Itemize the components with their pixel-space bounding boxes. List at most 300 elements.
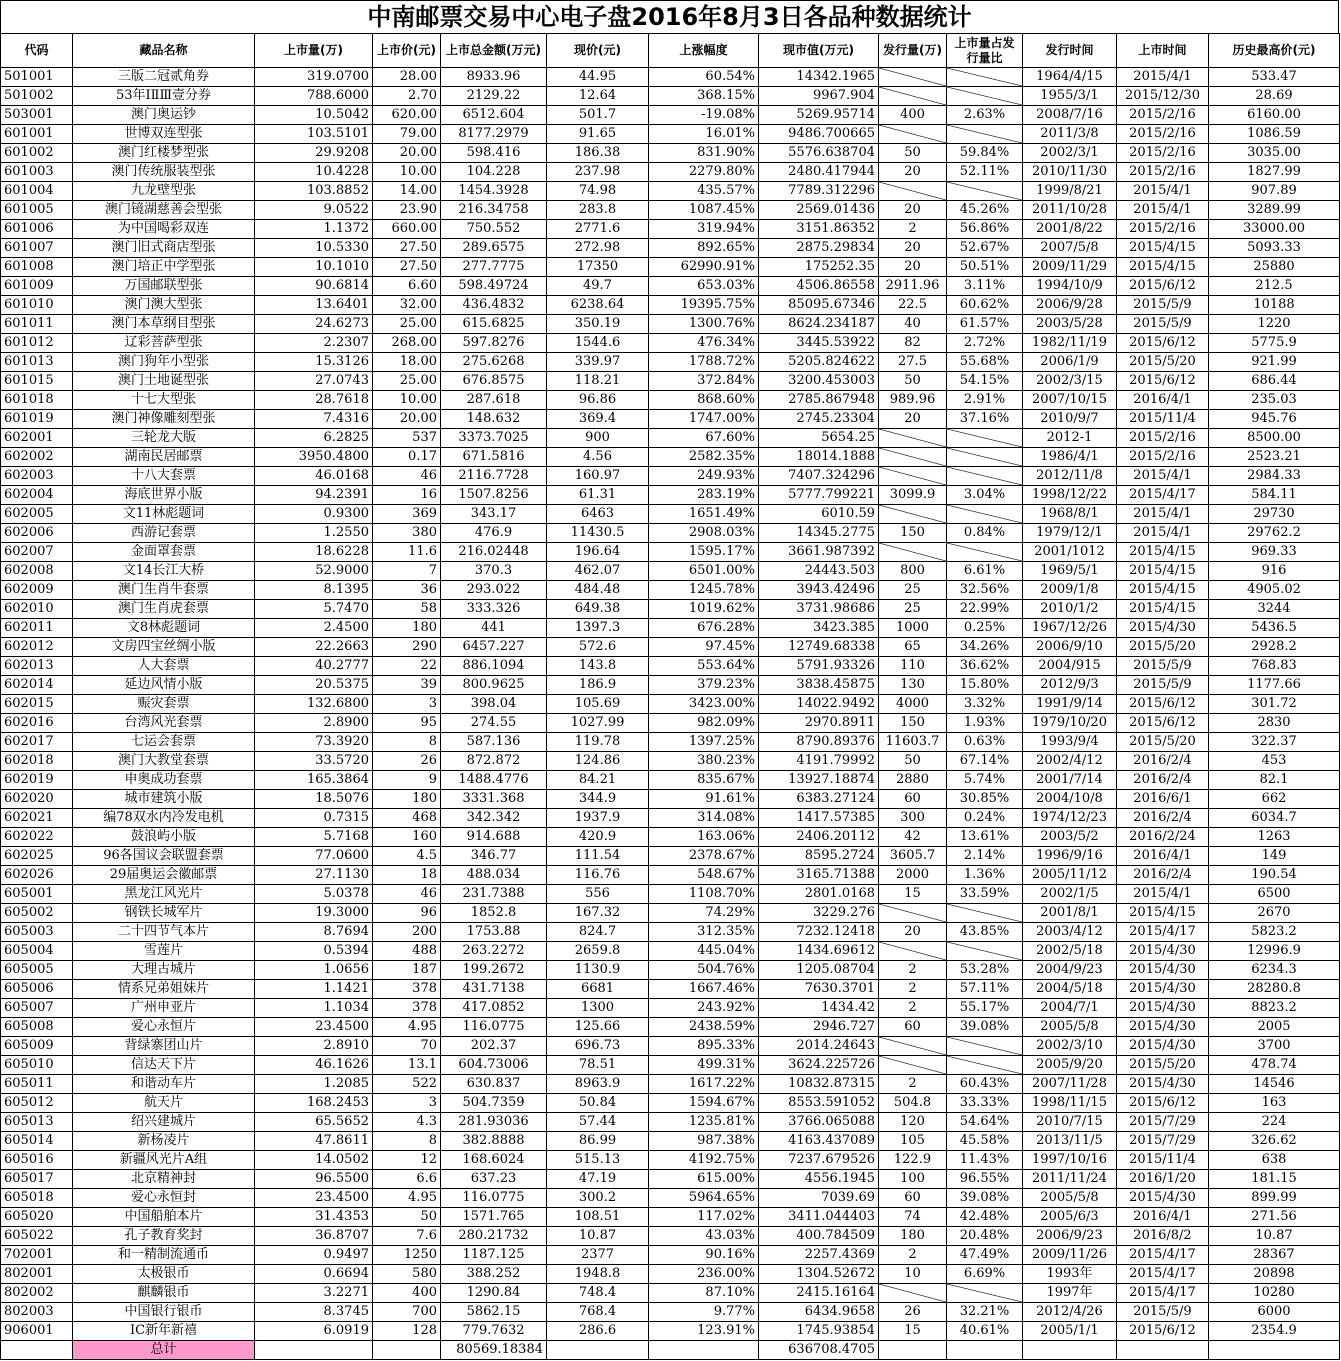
table-cell[interactable]: 2015/4/30 <box>1117 1037 1209 1056</box>
table-cell[interactable]: 20.00 <box>373 144 441 163</box>
table-cell[interactable]: 6000 <box>1209 1303 1340 1322</box>
table-cell[interactable]: 2 <box>879 1246 947 1265</box>
table-cell[interactable]: 文11林彪题词 <box>73 505 255 524</box>
table-cell[interactable]: 886.1094 <box>441 657 547 676</box>
table-cell[interactable]: 54.64% <box>947 1113 1023 1132</box>
table-cell[interactable]: 29730 <box>1209 505 1340 524</box>
table-cell[interactable]: 4000 <box>879 695 947 714</box>
table-cell[interactable]: 14.0502 <box>255 1151 373 1170</box>
table-cell[interactable]: 602001 <box>1 429 73 448</box>
table-cell[interactable]: 2970.8911 <box>759 714 879 733</box>
table-cell[interactable]: 3373.7025 <box>441 429 547 448</box>
table-cell[interactable] <box>879 68 947 87</box>
table-cell[interactable]: 1993/9/4 <box>1023 733 1117 752</box>
table-cell[interactable]: 802003 <box>1 1303 73 1322</box>
table-cell[interactable]: 602022 <box>1 828 73 847</box>
table-cell[interactable]: 1177.66 <box>1209 676 1340 695</box>
table-cell[interactable]: 287.618 <box>441 391 547 410</box>
table-cell[interactable]: 2257.4369 <box>759 1246 879 1265</box>
table-cell[interactable]: 50.84 <box>547 1094 649 1113</box>
table-cell[interactable]: 3289.99 <box>1209 201 1340 220</box>
table-cell[interactable]: 602026 <box>1 866 73 885</box>
table-row[interactable] <box>1 1227 1340 1246</box>
table-cell[interactable]: 和一精制流通币 <box>73 1246 255 1265</box>
table-cell[interactable]: 8 <box>373 733 441 752</box>
table-cell[interactable]: 601018 <box>1 391 73 410</box>
table-row[interactable] <box>1 296 1340 315</box>
table-cell[interactable]: 澳门传统服装型张 <box>73 163 255 182</box>
table-cell[interactable]: 36.8707 <box>255 1227 373 1246</box>
table-cell[interactable]: 二十四节气本片 <box>73 923 255 942</box>
table-cell[interactable]: 653.03% <box>649 277 759 296</box>
table-cell[interactable]: 2928.2 <box>1209 638 1340 657</box>
table-cell[interactable]: 鼓浪屿小版 <box>73 828 255 847</box>
table-cell[interactable]: 5576.638704 <box>759 144 879 163</box>
table-row[interactable] <box>1 315 1340 334</box>
table-cell[interactable]: 11430.5 <box>547 524 649 543</box>
table-row[interactable] <box>1 1246 1340 1265</box>
table-cell[interactable]: 2.8900 <box>255 714 373 733</box>
table-cell[interactable]: 1964/4/15 <box>1023 68 1117 87</box>
table-cell[interactable]: 1998/12/22 <box>1023 486 1117 505</box>
table-cell[interactable]: 2015/4/1 <box>1117 885 1209 904</box>
table-cell[interactable]: 237.98 <box>547 163 649 182</box>
column-header[interactable]: 上市量(万) <box>255 34 373 68</box>
table-row[interactable] <box>1 866 1340 885</box>
table-cell[interactable]: 199.2672 <box>441 961 547 980</box>
table-cell[interactable]: 2012/9/3 <box>1023 676 1117 695</box>
table-cell[interactable]: 5.7168 <box>255 828 373 847</box>
table-cell[interactable]: 新杨凌片 <box>73 1132 255 1151</box>
column-header[interactable]: 上市总金额(万元) <box>441 34 547 68</box>
table-cell[interactable]: 3423.385 <box>759 619 879 638</box>
table-cell[interactable]: 150 <box>879 524 947 543</box>
table-cell[interactable]: 868.60% <box>649 391 759 410</box>
table-row[interactable] <box>1 752 1340 771</box>
table-cell[interactable]: 1544.6 <box>547 334 649 353</box>
table-cell[interactable]: 9967.904 <box>759 87 879 106</box>
table-cell[interactable]: 116.0775 <box>441 1018 547 1037</box>
column-header[interactable]: 上市时间 <box>1117 34 1209 68</box>
table-cell[interactable]: 601007 <box>1 239 73 258</box>
table-cell[interactable] <box>947 1037 1023 1056</box>
table-cell[interactable]: 65 <box>879 638 947 657</box>
table-cell[interactable]: 160 <box>373 828 441 847</box>
table-cell[interactable]: 2.63% <box>947 106 1023 125</box>
table-cell[interactable]: 2002/3/15 <box>1023 372 1117 391</box>
table-row[interactable] <box>1 619 1340 638</box>
table-cell[interactable]: 602005 <box>1 505 73 524</box>
table-cell[interactable]: 澳门土地诞型张 <box>73 372 255 391</box>
table-row[interactable] <box>1 1322 1340 1341</box>
table-cell[interactable]: 196.64 <box>547 543 649 562</box>
table-cell[interactable]: 14.00 <box>373 182 441 201</box>
table-cell[interactable]: 2015/4/15 <box>1117 543 1209 562</box>
table-cell[interactable]: 32.56% <box>947 581 1023 600</box>
table-cell[interactable]: 20898 <box>1209 1265 1340 1284</box>
table-cell[interactable]: 15.80% <box>947 676 1023 695</box>
table-cell[interactable]: 6010.59 <box>759 505 879 524</box>
table-cell[interactable]: 2801.0168 <box>759 885 879 904</box>
table-cell[interactable]: 6.6 <box>373 1170 441 1189</box>
table-cell[interactable]: 605005 <box>1 961 73 980</box>
table-cell[interactable]: 2015/5/9 <box>1117 315 1209 334</box>
table-cell[interactable]: 14345.2775 <box>759 524 879 543</box>
table-cell[interactable]: 6.0919 <box>255 1322 373 1341</box>
table-cell[interactable]: 8624.234187 <box>759 315 879 334</box>
table-cell[interactable]: 802002 <box>1 1284 73 1303</box>
table-cell[interactable]: 2002/3/10 <box>1023 1037 1117 1056</box>
table-cell[interactable]: 7407.324296 <box>759 467 879 486</box>
table-cell[interactable]: 2 <box>879 1075 947 1094</box>
table-cell[interactable]: 3624.225726 <box>759 1056 879 1075</box>
table-cell[interactable]: 5823.2 <box>1209 923 1340 942</box>
table-cell[interactable]: 676.28% <box>649 619 759 638</box>
table-cell[interactable]: 1300 <box>547 999 649 1018</box>
table-cell[interactable]: 17350 <box>547 258 649 277</box>
table-cell[interactable]: 2.72% <box>947 334 1023 353</box>
table-row[interactable] <box>1 106 1340 125</box>
table-cell[interactable]: 2009/11/26 <box>1023 1246 1117 1265</box>
table-row[interactable] <box>1 87 1340 106</box>
table-cell[interactable]: 2007/11/28 <box>1023 1075 1117 1094</box>
table-cell[interactable]: 28367 <box>1209 1246 1340 1265</box>
table-cell[interactable]: 1827.99 <box>1209 163 1340 182</box>
table-cell[interactable]: 2984.33 <box>1209 467 1340 486</box>
table-cell[interactable]: 1263 <box>1209 828 1340 847</box>
table-cell[interactable] <box>947 1284 1023 1303</box>
table-cell[interactable]: 2001/8/1 <box>1023 904 1117 923</box>
table-cell[interactable]: 湖南民居邮票 <box>73 448 255 467</box>
table-cell[interactable]: 大理古城片 <box>73 961 255 980</box>
table-cell[interactable]: 18.6228 <box>255 543 373 562</box>
table-cell[interactable]: 0.17 <box>373 448 441 467</box>
table-cell[interactable]: 94.2391 <box>255 486 373 505</box>
table-cell[interactable]: 436.4832 <box>441 296 547 315</box>
table-cell[interactable]: 2015/4/17 <box>1117 923 1209 942</box>
table-cell[interactable]: 43.03% <box>649 1227 759 1246</box>
table-cell[interactable]: 914.688 <box>441 828 547 847</box>
table-cell[interactable]: 44.95 <box>547 68 649 87</box>
table-cell[interactable]: 660.00 <box>373 220 441 239</box>
table-cell[interactable]: 2003/5/2 <box>1023 828 1117 847</box>
table-cell[interactable]: 11.6 <box>373 543 441 562</box>
table-cell[interactable]: 6512.604 <box>441 106 547 125</box>
table-cell[interactable]: 57.44 <box>547 1113 649 1132</box>
table-cell[interactable]: 4.5 <box>373 847 441 866</box>
table-cell[interactable]: 2004/7/1 <box>1023 999 1117 1018</box>
table-cell[interactable]: 4.95 <box>373 1189 441 1208</box>
table-cell[interactable]: 1997年 <box>1023 1284 1117 1303</box>
table-cell[interactable]: 53.28% <box>947 961 1023 980</box>
table-cell[interactable]: 2015/6/12 <box>1117 372 1209 391</box>
table-cell[interactable]: 3766.065088 <box>759 1113 879 1132</box>
table-cell[interactable]: 28280.8 <box>1209 980 1340 999</box>
table-cell[interactable]: 85095.67346 <box>759 296 879 315</box>
table-cell[interactable]: 1991/9/14 <box>1023 695 1117 714</box>
table-cell[interactable] <box>879 505 947 524</box>
table-cell[interactable]: 孔子教育奖封 <box>73 1227 255 1246</box>
table-cell[interactable]: 2946.727 <box>759 1018 879 1037</box>
table-cell[interactable]: 60.54% <box>649 68 759 87</box>
table-cell[interactable]: 16.01% <box>649 125 759 144</box>
column-header[interactable]: 发行量(万) <box>879 34 947 68</box>
table-cell[interactable]: 556 <box>547 885 649 904</box>
table-cell[interactable]: 2415.16164 <box>759 1284 879 1303</box>
table-cell[interactable]: 125.66 <box>547 1018 649 1037</box>
table-cell[interactable]: 6238.64 <box>547 296 649 315</box>
table-cell[interactable]: 2279.80% <box>649 163 759 182</box>
table-cell[interactable]: 文8林彪题词 <box>73 619 255 638</box>
table-cell[interactable]: 202.37 <box>441 1037 547 1056</box>
table-cell[interactable]: 91.65 <box>547 125 649 144</box>
table-cell[interactable] <box>947 429 1023 448</box>
table-cell[interactable]: 1968/8/1 <box>1023 505 1117 524</box>
table-cell[interactable]: 2 <box>879 980 947 999</box>
table-cell[interactable]: 1747.00% <box>649 410 759 429</box>
table-cell[interactable] <box>879 448 947 467</box>
table-cell[interactable]: 82.1 <box>1209 771 1340 790</box>
table-cell[interactable]: 辽彩菩萨型张 <box>73 334 255 353</box>
table-cell[interactable]: 61.57% <box>947 315 1023 334</box>
table-cell[interactable]: 澳门培正中学型张 <box>73 258 255 277</box>
table-cell[interactable]: 10280 <box>1209 1284 1340 1303</box>
table-cell[interactable]: 150 <box>879 714 947 733</box>
table-cell[interactable]: 671.5816 <box>441 448 547 467</box>
table-cell[interactable]: 5777.799221 <box>759 486 879 505</box>
table-row[interactable] <box>1 999 1340 1018</box>
table-cell[interactable]: 420.9 <box>547 828 649 847</box>
table-cell[interactable]: 2015/11/4 <box>1117 1151 1209 1170</box>
table-cell[interactable]: 175252.35 <box>759 258 879 277</box>
table-cell[interactable] <box>879 942 947 961</box>
table-row[interactable] <box>1 1303 1340 1322</box>
table-cell[interactable]: 20.00 <box>373 410 441 429</box>
table-cell[interactable]: 8790.89376 <box>759 733 879 752</box>
table-cell[interactable]: 605017 <box>1 1170 73 1189</box>
table-cell[interactable]: 22 <box>373 657 441 676</box>
table-cell[interactable]: 180 <box>373 619 441 638</box>
table-cell[interactable]: 29762.2 <box>1209 524 1340 543</box>
table-cell[interactable]: 488 <box>373 942 441 961</box>
table-cell[interactable]: 120 <box>879 1113 947 1132</box>
table-row[interactable] <box>1 676 1340 695</box>
table-cell[interactable]: 1651.49% <box>649 505 759 524</box>
table-cell[interactable]: 417.0852 <box>441 999 547 1018</box>
table-cell[interactable]: 2015/4/1 <box>1117 68 1209 87</box>
table-cell[interactable]: 5093.33 <box>1209 239 1340 258</box>
table-cell[interactable]: 新疆风光片A组 <box>73 1151 255 1170</box>
table-cell[interactable]: 2016/2/4 <box>1117 771 1209 790</box>
table-cell[interactable]: 3.2271 <box>255 1284 373 1303</box>
table-cell[interactable]: 46.0168 <box>255 467 373 486</box>
table-cell[interactable]: 522 <box>373 1075 441 1094</box>
table-cell[interactable]: 190.54 <box>1209 866 1340 885</box>
table-cell[interactable]: 49.7 <box>547 277 649 296</box>
table-cell[interactable]: 万国邮联型张 <box>73 277 255 296</box>
table-cell[interactable]: 2003/5/28 <box>1023 315 1117 334</box>
table-cell[interactable]: 2875.29834 <box>759 239 879 258</box>
table-cell[interactable]: 1667.46% <box>649 980 759 999</box>
table-cell[interactable]: 2015/5/20 <box>1117 1056 1209 1075</box>
table-cell[interactable]: 649.38 <box>547 600 649 619</box>
table-cell[interactable]: 7237.679526 <box>759 1151 879 1170</box>
table-cell[interactable]: 2015/7/29 <box>1117 1132 1209 1151</box>
table-cell[interactable]: 118.21 <box>547 372 649 391</box>
table-cell[interactable]: 453 <box>1209 752 1340 771</box>
table-cell[interactable]: 为中国喝彩双连 <box>73 220 255 239</box>
table-cell[interactable]: 2015/5/20 <box>1117 638 1209 657</box>
table-cell[interactable]: 28.00 <box>373 68 441 87</box>
table-cell[interactable]: 3445.53922 <box>759 334 879 353</box>
table-cell[interactable]: 369 <box>373 505 441 524</box>
table-row[interactable] <box>1 695 1340 714</box>
table-cell[interactable]: 2009/11/29 <box>1023 258 1117 277</box>
table-cell[interactable]: 15.3126 <box>255 353 373 372</box>
table-cell[interactable]: 18.5076 <box>255 790 373 809</box>
table-cell[interactable]: 289.6575 <box>441 239 547 258</box>
table-cell[interactable]: 1571.765 <box>441 1208 547 1227</box>
table-cell[interactable] <box>879 1037 947 1056</box>
table-cell[interactable]: 2015/4/17 <box>1117 1246 1209 1265</box>
column-header[interactable]: 历史最高价(元) <box>1209 34 1340 68</box>
table-cell[interactable]: 79.00 <box>373 125 441 144</box>
table-cell[interactable]: 400 <box>373 1284 441 1303</box>
table-cell[interactable]: 602012 <box>1 638 73 657</box>
table-cell[interactable]: 50 <box>373 1208 441 1227</box>
table-cell[interactable]: 615.00% <box>649 1170 759 1189</box>
table-cell[interactable]: 104.228 <box>441 163 547 182</box>
table-cell[interactable]: 380.23% <box>649 752 759 771</box>
table-cell[interactable]: 23.4500 <box>255 1018 373 1037</box>
table-cell[interactable]: 987.38% <box>649 1132 759 1151</box>
table-cell[interactable]: 1.1372 <box>255 220 373 239</box>
table-cell[interactable]: 1397.25% <box>649 733 759 752</box>
table-cell[interactable]: 45.26% <box>947 201 1023 220</box>
table-cell[interactable]: 53年ⅠⅡⅢ壹分券 <box>73 87 255 106</box>
table-cell[interactable]: 1998/11/15 <box>1023 1094 1117 1113</box>
table-cell[interactable]: 319.94% <box>649 220 759 239</box>
table-cell[interactable]: 澳门狗年小型张 <box>73 353 255 372</box>
table-cell[interactable]: 750.552 <box>441 220 547 239</box>
table-cell[interactable]: 信达天下片 <box>73 1056 255 1075</box>
table-cell[interactable]: 165.3864 <box>255 771 373 790</box>
table-cell[interactable]: 342.342 <box>441 809 547 828</box>
table-cell[interactable]: 2015/2/16 <box>1117 448 1209 467</box>
table-cell[interactable]: 1.36% <box>947 866 1023 885</box>
table-cell[interactable]: 2 <box>879 220 947 239</box>
table-cell[interactable]: 696.73 <box>547 1037 649 1056</box>
table-cell[interactable]: 26 <box>879 1303 947 1322</box>
table-cell[interactable]: 56.86% <box>947 220 1023 239</box>
table-cell[interactable]: 10.00 <box>373 163 441 182</box>
table-cell[interactable]: 2016/2/24 <box>1117 828 1209 847</box>
table-cell[interactable]: 2015/6/12 <box>1117 1094 1209 1113</box>
table-cell[interactable]: 501002 <box>1 87 73 106</box>
table-cell[interactable]: 105 <box>879 1132 947 1151</box>
table-cell[interactable]: 8 <box>373 1132 441 1151</box>
table-cell[interactable]: 2015/6/12 <box>1117 695 1209 714</box>
table-cell[interactable]: 116.0775 <box>441 1189 547 1208</box>
table-cell[interactable]: 2015/4/30 <box>1117 1075 1209 1094</box>
table-cell[interactable]: 8595.2724 <box>759 847 879 866</box>
table-cell[interactable]: 478.74 <box>1209 1056 1340 1075</box>
table-cell[interactable]: 602014 <box>1 676 73 695</box>
table-cell[interactable]: 2015/5/20 <box>1117 733 1209 752</box>
table-cell[interactable]: 601010 <box>1 296 73 315</box>
table-cell[interactable]: 15 <box>879 1322 947 1341</box>
table-cell[interactable]: 55.68% <box>947 353 1023 372</box>
table-cell[interactable]: 12996.9 <box>1209 942 1340 961</box>
table-cell[interactable]: 111.54 <box>547 847 649 866</box>
table-cell[interactable]: 339.97 <box>547 353 649 372</box>
table-cell[interactable]: 74 <box>879 1208 947 1227</box>
table-cell[interactable]: 2016/8/2 <box>1117 1227 1209 1246</box>
table-cell[interactable]: 602016 <box>1 714 73 733</box>
table-cell[interactable]: 119.78 <box>547 733 649 752</box>
table-cell[interactable]: 和谐动车片 <box>73 1075 255 1094</box>
table-row[interactable] <box>1 923 1340 942</box>
table-cell[interactable]: 5436.5 <box>1209 619 1340 638</box>
table-cell[interactable] <box>947 448 1023 467</box>
table-cell[interactable]: 46 <box>373 885 441 904</box>
table-cell[interactable]: 277.7775 <box>441 258 547 277</box>
table-cell[interactable]: 2015/2/16 <box>1117 125 1209 144</box>
table-cell[interactable]: 2008/7/16 <box>1023 106 1117 125</box>
table-cell[interactable]: 背绿寨团山片 <box>73 1037 255 1056</box>
table-cell[interactable]: 0.7315 <box>255 809 373 828</box>
table-cell[interactable]: 2015/4/30 <box>1117 942 1209 961</box>
table-row[interactable] <box>1 1284 1340 1303</box>
table-cell[interactable]: 2911.96 <box>879 277 947 296</box>
table-cell[interactable]: 602018 <box>1 752 73 771</box>
table-cell[interactable]: 2015/2/16 <box>1117 106 1209 125</box>
table-cell[interactable]: 0.25% <box>947 619 1023 638</box>
table-row[interactable] <box>1 1170 1340 1189</box>
table-cell[interactable]: 2015/2/16 <box>1117 144 1209 163</box>
table-cell[interactable]: 延边风情小版 <box>73 676 255 695</box>
table-cell[interactable]: 三版二冠贰角券 <box>73 68 255 87</box>
table-cell[interactable]: 2002/3/1 <box>1023 144 1117 163</box>
table-cell[interactable]: 3.04% <box>947 486 1023 505</box>
table-cell[interactable]: 800 <box>879 562 947 581</box>
table-cell[interactable]: 2015/4/30 <box>1117 961 1209 980</box>
table-cell[interactable]: 2015/12/30 <box>1117 87 1209 106</box>
table-cell[interactable]: 82 <box>879 334 947 353</box>
table-cell[interactable]: 2000 <box>879 866 947 885</box>
table-row[interactable] <box>1 486 1340 505</box>
table-row[interactable] <box>1 334 1340 353</box>
table-cell[interactable]: 16 <box>373 486 441 505</box>
table-cell[interactable]: 1235.81% <box>649 1113 759 1132</box>
table-cell[interactable]: 831.90% <box>649 144 759 163</box>
table-cell[interactable]: 26 <box>373 752 441 771</box>
table-cell[interactable]: 572.6 <box>547 638 649 657</box>
table-cell[interactable]: 2015/7/29 <box>1117 1113 1209 1132</box>
table-cell[interactable]: 27.0743 <box>255 372 373 391</box>
table-cell[interactable]: 1019.62% <box>649 600 759 619</box>
table-cell[interactable]: 3244 <box>1209 600 1340 619</box>
table-cell[interactable]: 澳门本草纲目型张 <box>73 315 255 334</box>
table-cell[interactable]: 468 <box>373 809 441 828</box>
table-cell[interactable]: 60.43% <box>947 1075 1023 1094</box>
table-cell[interactable]: 504.8 <box>879 1094 947 1113</box>
table-cell[interactable]: 39.08% <box>947 1018 1023 1037</box>
table-cell[interactable]: 澳门澳大型张 <box>73 296 255 315</box>
table-cell[interactable]: 4.95 <box>373 1018 441 1037</box>
table-cell[interactable]: 2016/1/20 <box>1117 1170 1209 1189</box>
table-cell[interactable]: 148.632 <box>441 410 547 429</box>
